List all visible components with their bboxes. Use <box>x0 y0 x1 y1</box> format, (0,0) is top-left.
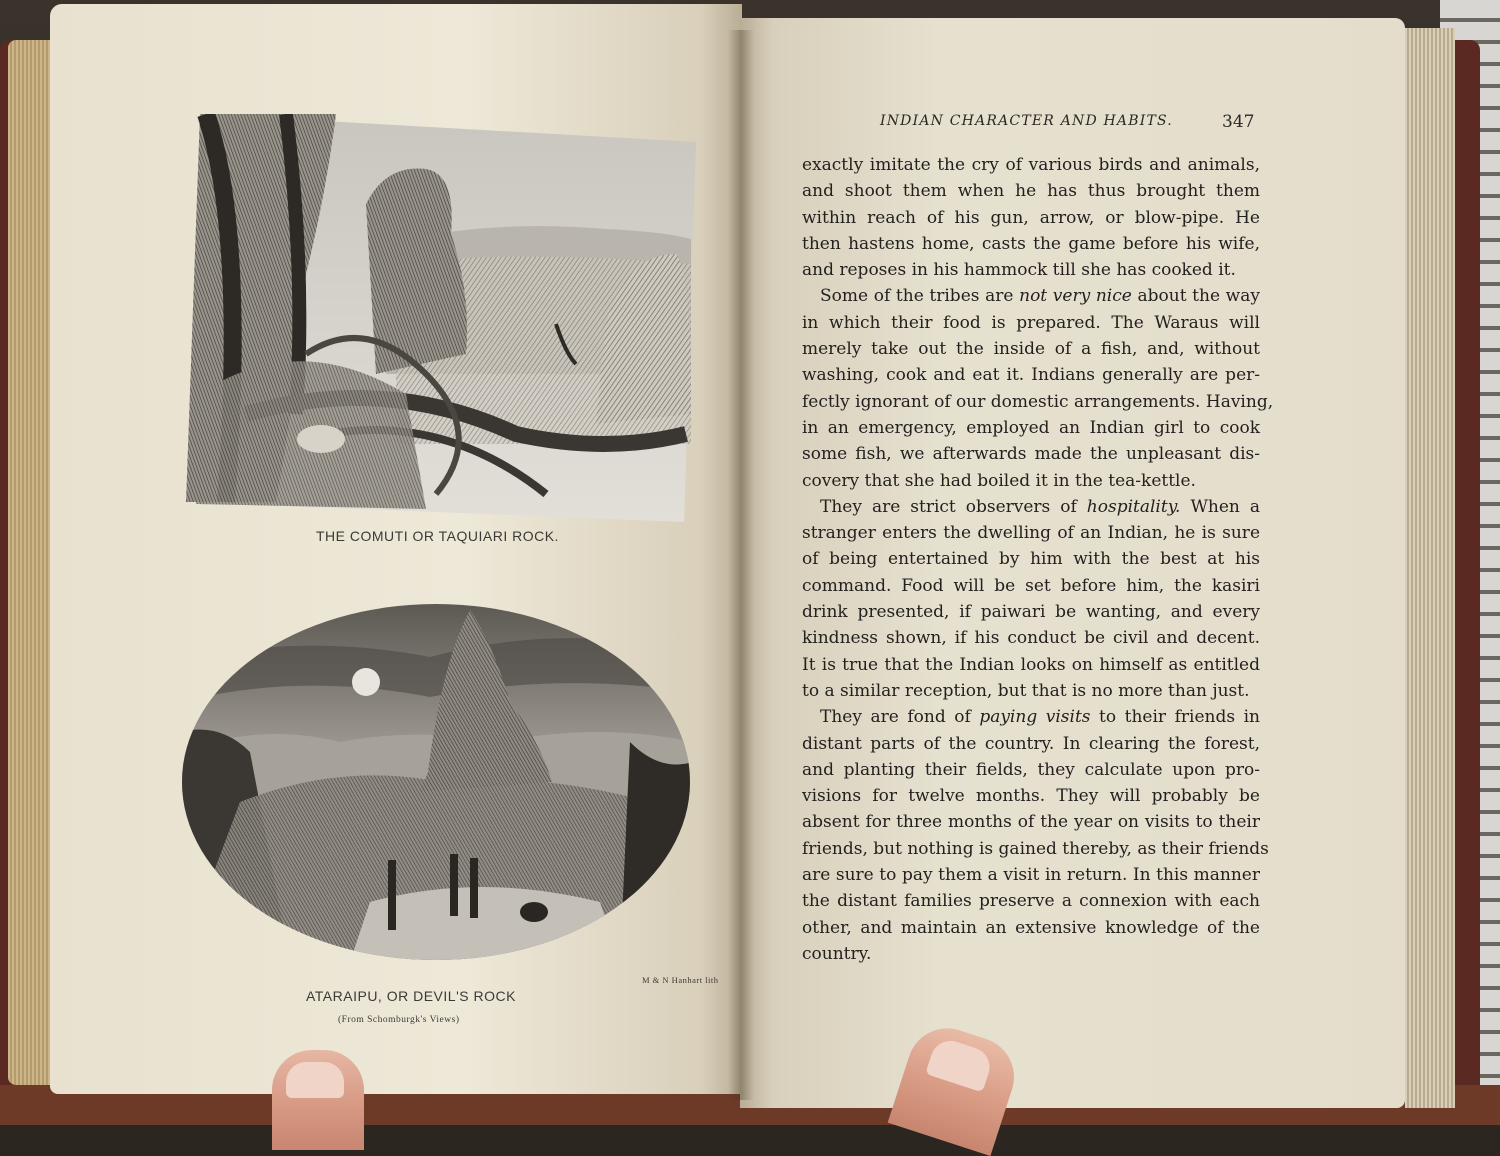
text-line: and shoot them when he has thus brought them <box>802 181 1260 202</box>
text-line: of being entertained by him with the best at his <box>802 549 1260 570</box>
plate-credit: (From Schomburgk's Views) <box>338 1015 460 1025</box>
text-line: covery that she had boiled it in the tea-kettle. <box>802 470 1196 491</box>
text-segment: They are fond of <box>820 707 980 728</box>
text-line: in an emergency, employed an Indian girl to cook <box>802 417 1260 438</box>
text-line: within reach of his gun, arrow, or blow-pipe. He <box>802 207 1260 228</box>
text-line: merely take out the inside of a fish, and, without <box>802 339 1260 360</box>
text-line: kindness shown, if his conduct be civil and decent. <box>802 628 1260 649</box>
text-line: exactly imitate the cry of various birds and animals, <box>802 155 1260 175</box>
plate-caption-bottom: ATARAIPU, OR DEVIL'S ROCK <box>306 988 516 1004</box>
text-segment: about the way <box>1131 286 1260 307</box>
text-line <box>802 494 1260 520</box>
running-head: INDIAN CHARACTER AND HABITS. <box>880 113 1173 129</box>
text-line <box>802 283 1260 309</box>
text-line: country. <box>802 943 872 964</box>
italic-phrase: hospitality. <box>1086 496 1181 517</box>
text-line: are sure to pay them a visit in return. In this manner <box>802 865 1260 886</box>
text-segment: When a <box>1180 496 1261 517</box>
text-segment: Some of the tribes are <box>820 286 1020 307</box>
left-thumbnail-nail <box>286 1062 344 1098</box>
comuti-rock-engraving <box>186 114 696 524</box>
ataraipu-rock-engraving <box>180 602 692 962</box>
text-line: absent for three months of the year on visits to their <box>802 812 1260 833</box>
text-line: stranger enters the dwelling of an Indian, he is sure <box>802 523 1260 544</box>
text-line: some fish, we afterwards made the unpleasant dis- <box>802 444 1260 465</box>
text-line <box>802 704 1260 730</box>
text-line: then hastens home, casts the game before his wife, <box>802 233 1260 254</box>
italic-phrase: paying visits <box>979 707 1091 728</box>
page-number: 347 <box>1222 112 1255 132</box>
text-line: friends, but nothing is gained thereby, as their friends <box>802 838 1269 859</box>
engraver-mark: M & N Hanhart lith <box>642 975 719 985</box>
text-line: fectly ignorant of our domestic arrangements. Having, <box>802 391 1274 412</box>
text-segment: to their friends in <box>1090 707 1260 728</box>
text-line: command. Food will be set before him, the kasiri <box>802 575 1260 596</box>
plate-caption-top: THE COMUTI OR TAQUIARI ROCK. <box>316 528 559 544</box>
text-line: washing, cook and eat it. Indians generally are per- <box>802 365 1260 386</box>
book-gutter <box>728 30 754 1100</box>
text-line: other, and maintain an extensive knowledge of the <box>802 917 1260 938</box>
text-line: visions for twelve months. They will probably be <box>802 786 1260 807</box>
text-line: drink presented, if paiwari be wanting, and every <box>802 602 1260 623</box>
italic-phrase: not very nice <box>1019 286 1132 307</box>
text-line: It is true that the Indian looks on himself as entitled <box>802 654 1260 675</box>
body-text <box>802 152 1274 967</box>
text-line: distant parts of the country. In clearing the forest, <box>802 733 1260 754</box>
text-line: and reposes in his hammock till she has cooked it. <box>802 260 1236 281</box>
text-line: to a similar reception, but that is no more than just. <box>802 680 1250 701</box>
text-line: in which their food is prepared. The Waraus will <box>802 312 1260 333</box>
page-edges-right <box>1405 28 1455 1108</box>
text-line: and planting their fields, they calculate upon pro- <box>802 759 1260 780</box>
text-segment: They are strict observers of <box>820 496 1087 517</box>
text-line: the distant families preserve a connexion with each <box>802 891 1260 912</box>
